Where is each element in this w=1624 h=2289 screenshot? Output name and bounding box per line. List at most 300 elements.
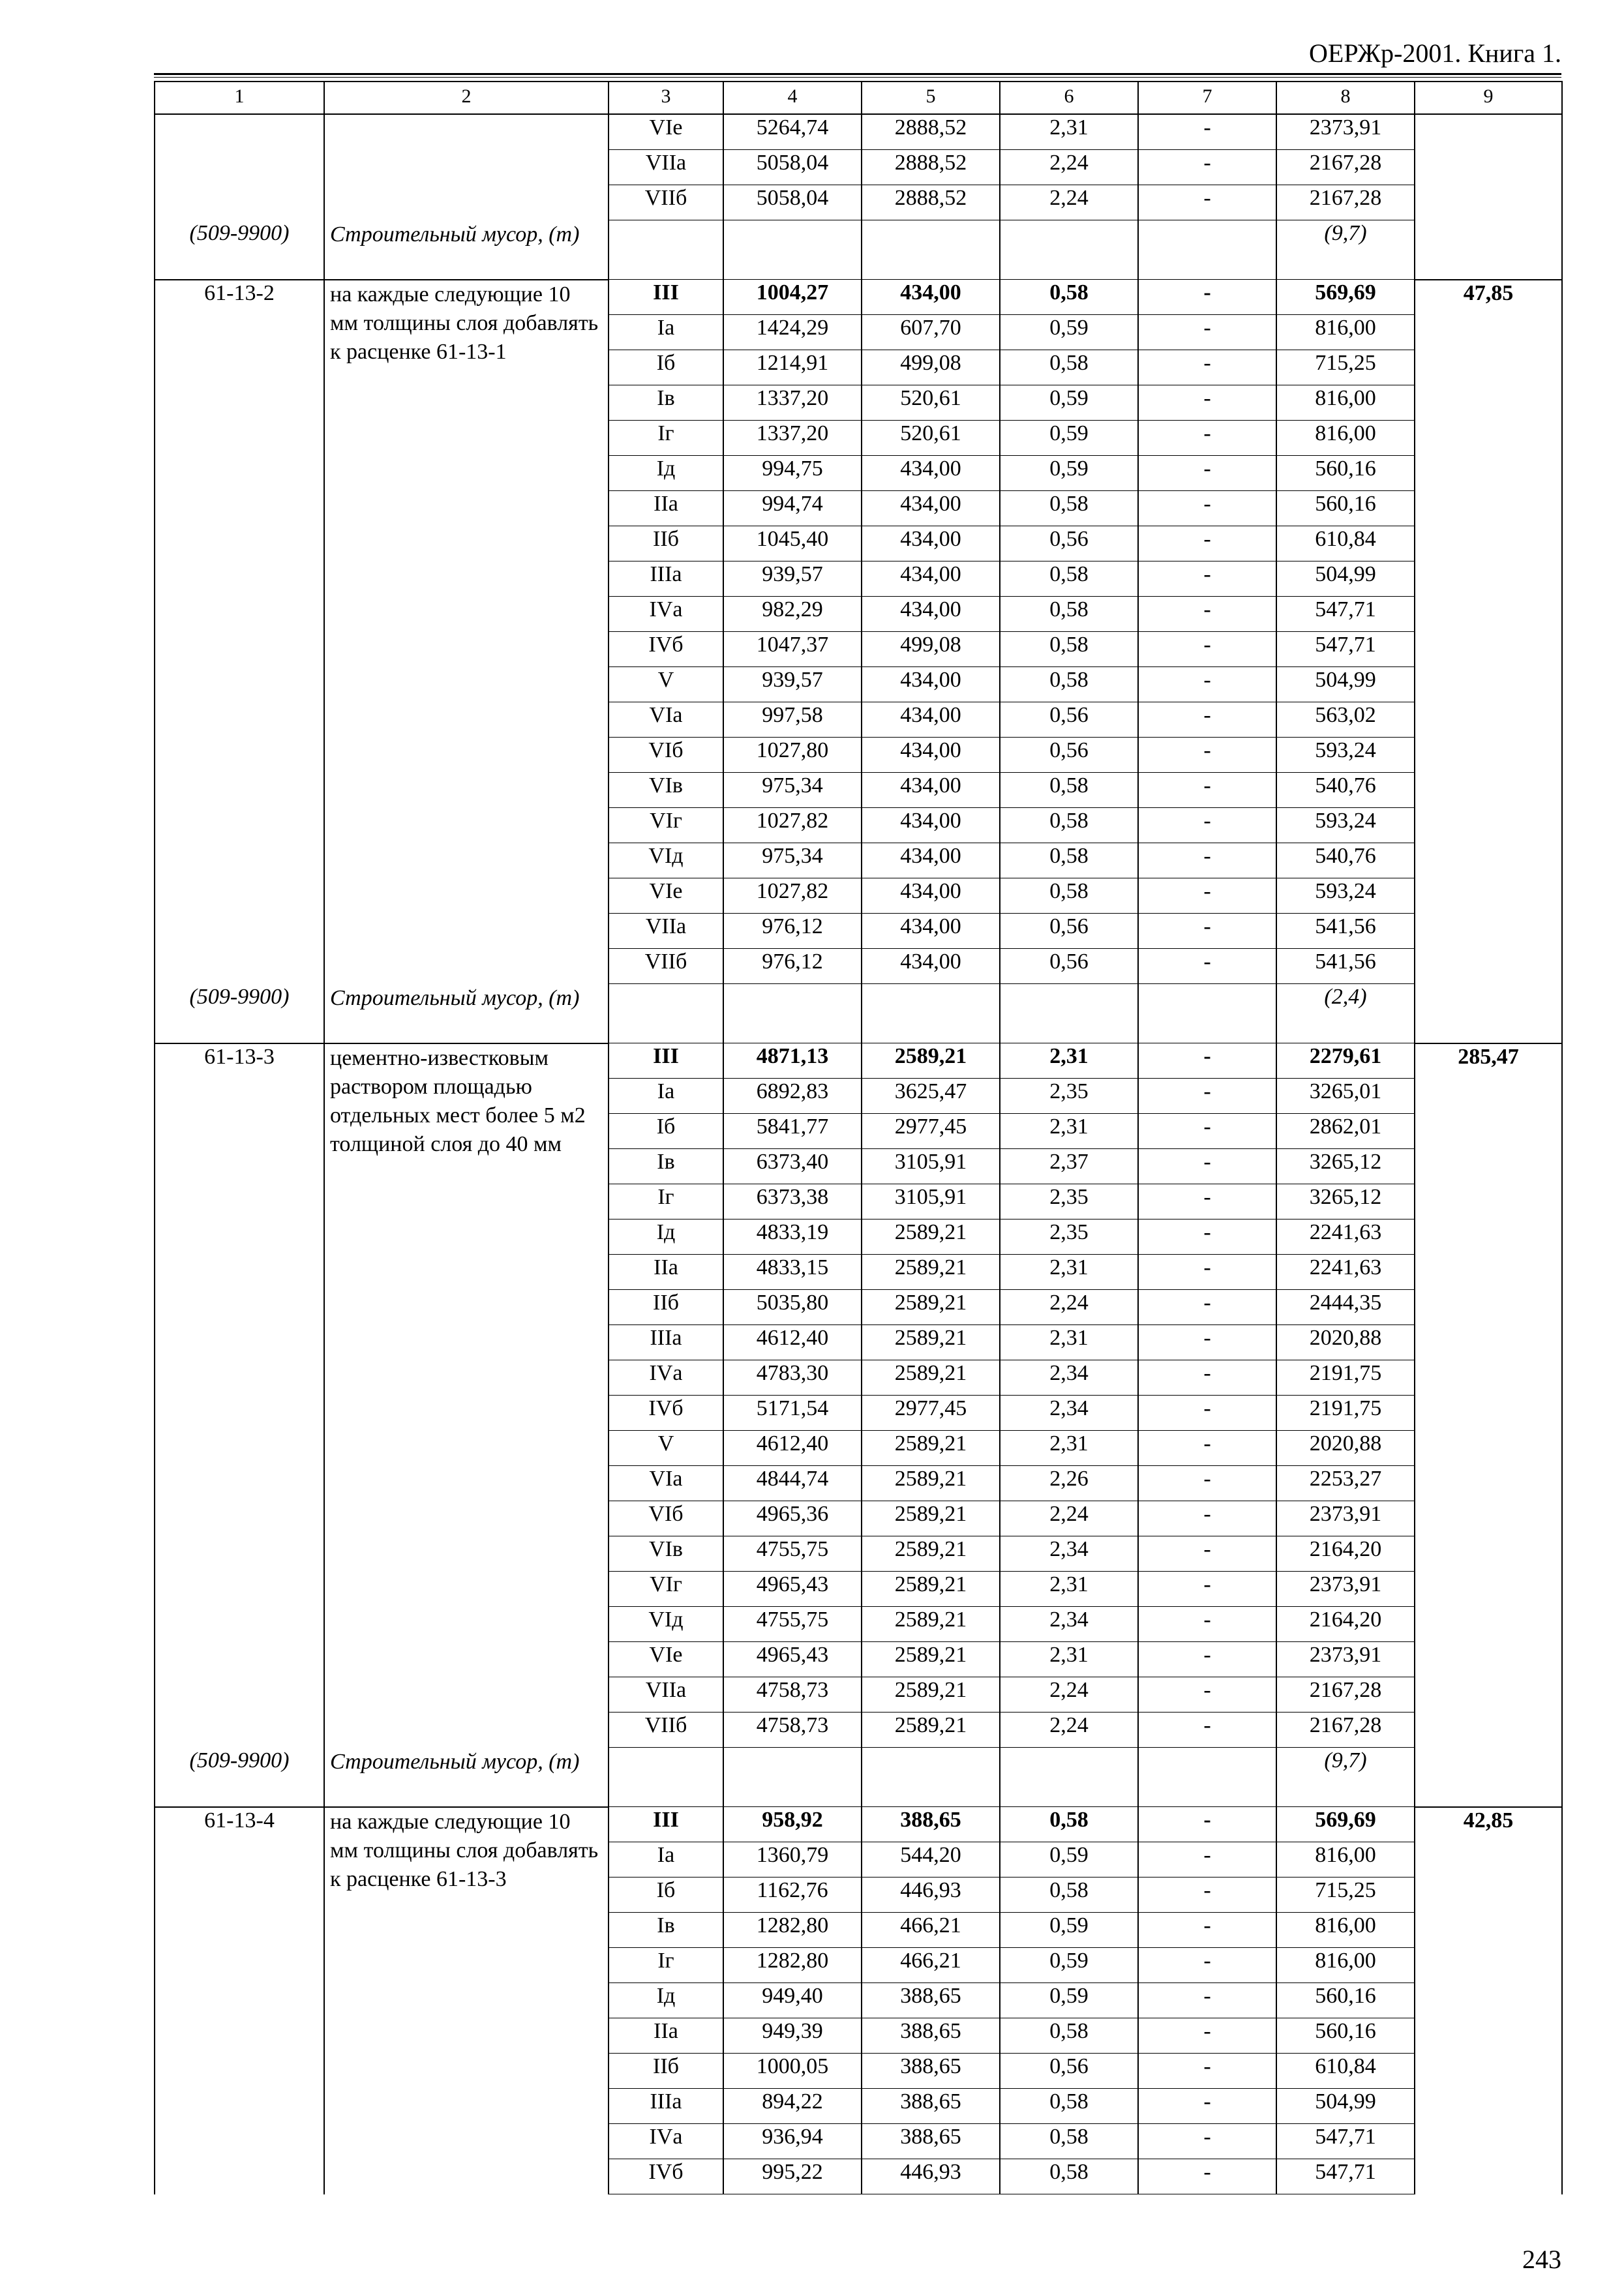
rate-description-cell: цементно-известковым раствором площадью отдельных мест более 5 м2 толщиной слоя до 40 мм [324,1043,609,1748]
machine-cost-cell: 2,24 [1000,185,1138,220]
total-cost-cell: 936,94 [723,2124,862,2159]
machine-cost-cell: 0,58 [1000,2018,1138,2054]
price-table [154,81,1563,2194]
total-cost-cell: 6892,83 [723,1079,862,1114]
materials-cost-cell: 569,69 [1276,1807,1415,1842]
table-body [155,82,1562,2194]
zone-cell: IIб [609,526,723,561]
column-number: 1 [155,82,324,114]
total-cost-cell: 994,75 [723,456,862,491]
zone-cell: Iд [609,456,723,491]
total-cost-cell: 976,12 [723,949,862,984]
zone-cell: VIд [609,843,723,878]
driver-wages-cell: - [1138,1983,1276,2018]
materials-cost-cell: 816,00 [1276,1913,1415,1948]
wages-cell: 388,65 [862,2089,1000,2124]
materials-cost-cell: 593,24 [1276,878,1415,914]
total-cost-cell: 4965,43 [723,1642,862,1677]
zone-cell: VIг [609,1572,723,1607]
materials-cost-cell: 2253,27 [1276,1466,1415,1501]
total-cost-cell: 939,57 [723,561,862,597]
zone-cell: VIб [609,738,723,773]
driver-wages-cell: - [1138,2159,1276,2194]
total-cost-cell: 939,57 [723,667,862,702]
materials-cost-cell: 816,00 [1276,385,1415,421]
driver-wages-cell: - [1138,1607,1276,1642]
total-cost-cell: 1000,05 [723,2054,862,2089]
machine-cost-cell: 2,34 [1000,1607,1138,1642]
total-cost-cell: 4965,43 [723,1572,862,1607]
zone-cell: IIа [609,2018,723,2054]
empty-cell [862,984,1000,1043]
driver-wages-cell: - [1138,2089,1276,2124]
wages-cell: 434,00 [862,949,1000,984]
materials-cost-cell: 816,00 [1276,1948,1415,1983]
total-cost-cell: 1337,20 [723,421,862,456]
total-cost-cell: 1162,76 [723,1878,862,1913]
driver-wages-cell: - [1138,843,1276,878]
machine-cost-cell: 2,34 [1000,1536,1138,1572]
zone-cell: VIе [609,1642,723,1677]
total-cost-cell: 4758,73 [723,1677,862,1713]
zone-cell: IIб [609,1290,723,1325]
total-cost-cell: 975,34 [723,773,862,808]
driver-wages-cell: - [1138,1219,1276,1255]
waste-code-cell: (509-9900) [155,984,324,1043]
driver-wages-cell: - [1138,1396,1276,1431]
machine-cost-cell: 0,56 [1000,914,1138,949]
wages-cell: 2589,21 [862,1501,1000,1536]
driver-wages-cell: - [1138,1466,1276,1501]
column-number: 2 [324,82,609,114]
wages-cell: 2589,21 [862,1290,1000,1325]
machine-cost-cell: 2,24 [1000,150,1138,185]
total-cost-cell: 4871,13 [723,1043,862,1079]
machine-cost-cell: 2,24 [1000,1713,1138,1748]
wages-cell: 434,00 [862,773,1000,808]
wages-cell: 3105,91 [862,1149,1000,1184]
header-rule-thin [154,77,1561,78]
materials-cost-cell: 563,02 [1276,702,1415,738]
labor-cost-cell: 47,85 [1415,280,1562,984]
labor-cost-cell: 285,47 [1415,1043,1562,1748]
zone-cell: Iб [609,350,723,385]
wages-cell: 434,00 [862,526,1000,561]
zone-cell: IVб [609,632,723,667]
total-cost-cell: 5058,04 [723,185,862,220]
total-cost-cell: 1027,82 [723,878,862,914]
wages-cell: 3625,47 [862,1079,1000,1114]
machine-cost-cell: 0,59 [1000,1913,1138,1948]
machine-cost-cell: 0,59 [1000,1983,1138,2018]
zone-cell: VIв [609,773,723,808]
zone-cell: Iд [609,1983,723,2018]
zone-cell: IVа [609,2124,723,2159]
driver-wages-cell: - [1138,949,1276,984]
materials-cost-cell: 541,56 [1276,914,1415,949]
zone-cell: Iд [609,1219,723,1255]
wages-cell: 446,93 [862,1878,1000,1913]
column-number: 8 [1276,82,1415,114]
column-number: 4 [723,82,862,114]
empty-cell [723,984,862,1043]
machine-cost-cell: 2,37 [1000,1149,1138,1184]
driver-wages-cell: - [1138,1677,1276,1713]
machine-cost-cell: 2,24 [1000,1677,1138,1713]
wages-cell: 2977,45 [862,1114,1000,1149]
empty-cell [1415,984,1562,1043]
wages-cell: 446,93 [862,2159,1000,2194]
wages-cell: 388,65 [862,2054,1000,2089]
wages-cell: 3105,91 [862,1184,1000,1219]
total-cost-cell: 997,58 [723,702,862,738]
driver-wages-cell: - [1138,702,1276,738]
materials-cost-cell: 2020,88 [1276,1431,1415,1466]
materials-cost-cell: 540,76 [1276,843,1415,878]
empty-cell [609,984,723,1043]
zone-cell: IIIа [609,561,723,597]
machine-cost-cell: 2,31 [1000,1431,1138,1466]
zone-cell: IVб [609,2159,723,2194]
zone-cell: VIб [609,1501,723,1536]
total-cost-cell: 4783,30 [723,1360,862,1396]
machine-cost-cell: 0,58 [1000,667,1138,702]
total-cost-cell: 975,34 [723,843,862,878]
zone-cell: VIIб [609,949,723,984]
materials-cost-cell: 504,99 [1276,667,1415,702]
materials-cost-cell: 504,99 [1276,2089,1415,2124]
empty-cell [609,220,723,280]
waste-value-cell: (2,4) [1276,984,1415,1043]
machine-cost-cell: 2,34 [1000,1360,1138,1396]
table-row [155,280,1562,315]
total-cost-cell: 5171,54 [723,1396,862,1431]
total-cost-cell: 1282,80 [723,1913,862,1948]
wages-cell: 466,21 [862,1948,1000,1983]
driver-wages-cell: - [1138,2018,1276,2054]
total-cost-cell: 5035,80 [723,1290,862,1325]
empty-cell [1000,1748,1138,1807]
waste-label-cell: Строительный мусор, (т) [324,1748,609,1807]
wages-cell: 2589,21 [862,1536,1000,1572]
machine-cost-cell: 0,56 [1000,526,1138,561]
zone-cell: VIIб [609,1713,723,1748]
driver-wages-cell: - [1138,385,1276,421]
machine-cost-cell: 2,31 [1000,114,1138,150]
labor-cost-cell [1415,114,1562,280]
driver-wages-cell: - [1138,1642,1276,1677]
wages-cell: 434,00 [862,280,1000,315]
materials-cost-cell: 2164,20 [1276,1536,1415,1572]
zone-cell: IIа [609,1255,723,1290]
machine-cost-cell: 2,24 [1000,1290,1138,1325]
wages-cell: 2589,21 [862,1572,1000,1607]
driver-wages-cell: - [1138,1572,1276,1607]
total-cost-cell: 4755,75 [723,1607,862,1642]
wages-cell: 520,61 [862,421,1000,456]
driver-wages-cell: - [1138,114,1276,150]
materials-cost-cell: 816,00 [1276,315,1415,350]
wages-cell: 2589,21 [862,1466,1000,1501]
wages-cell: 607,70 [862,315,1000,350]
driver-wages-cell: - [1138,491,1276,526]
total-cost-cell: 1282,80 [723,1948,862,1983]
driver-wages-cell: - [1138,1878,1276,1913]
zone-cell: IVа [609,597,723,632]
waste-code-cell: (509-9900) [155,1748,324,1807]
zone-cell: IVб [609,1396,723,1431]
driver-wages-cell: - [1138,421,1276,456]
materials-cost-cell: 2241,63 [1276,1255,1415,1290]
materials-cost-cell: 593,24 [1276,738,1415,773]
waste-label-cell: Строительный мусор, (т) [324,984,609,1043]
driver-wages-cell: - [1138,1325,1276,1360]
materials-cost-cell: 560,16 [1276,1983,1415,2018]
materials-cost-cell: 3265,12 [1276,1184,1415,1219]
zone-cell: Iа [609,1079,723,1114]
total-cost-cell: 4612,40 [723,1431,862,1466]
zone-cell: VIа [609,702,723,738]
driver-wages-cell: - [1138,1079,1276,1114]
waste-label-cell: Строительный мусор, (т) [324,220,609,280]
driver-wages-cell: - [1138,1360,1276,1396]
machine-cost-cell: 0,56 [1000,738,1138,773]
zone-cell: III [609,1043,723,1079]
machine-cost-cell: 0,58 [1000,808,1138,843]
wages-cell: 434,00 [862,561,1000,597]
wages-cell: 544,20 [862,1842,1000,1878]
total-cost-cell: 1027,80 [723,738,862,773]
header-rule [154,73,1561,75]
materials-cost-cell: 2167,28 [1276,150,1415,185]
total-cost-cell: 4833,15 [723,1255,862,1290]
machine-cost-cell: 0,58 [1000,350,1138,385]
rate-code-cell: 61-13-4 [155,1807,324,2194]
driver-wages-cell: - [1138,2124,1276,2159]
zone-cell: VIIа [609,150,723,185]
total-cost-cell: 1047,37 [723,632,862,667]
rate-code-cell: 61-13-3 [155,1043,324,1748]
total-cost-cell: 6373,38 [723,1184,862,1219]
table-row [155,1043,1562,1079]
wages-cell: 2589,21 [862,1677,1000,1713]
empty-cell [1415,1748,1562,1807]
materials-cost-cell: 610,84 [1276,526,1415,561]
materials-cost-cell: 816,00 [1276,421,1415,456]
zone-cell: Iа [609,1842,723,1878]
empty-cell [609,1748,723,1807]
driver-wages-cell: - [1138,667,1276,702]
waste-value-cell: (9,7) [1276,1748,1415,1807]
total-cost-cell: 1360,79 [723,1842,862,1878]
page-number: 243 [1522,2245,1561,2274]
materials-cost-cell: 610,84 [1276,2054,1415,2089]
materials-cost-cell: 715,25 [1276,1878,1415,1913]
materials-cost-cell: 2373,91 [1276,1501,1415,1536]
total-cost-cell: 4965,36 [723,1501,862,1536]
wages-cell: 388,65 [862,2018,1000,2054]
materials-cost-cell: 2373,91 [1276,1572,1415,1607]
driver-wages-cell: - [1138,597,1276,632]
driver-wages-cell: - [1138,315,1276,350]
machine-cost-cell: 0,58 [1000,597,1138,632]
driver-wages-cell: - [1138,738,1276,773]
zone-cell: VIа [609,1466,723,1501]
zone-cell: VIв [609,1536,723,1572]
driver-wages-cell: - [1138,561,1276,597]
zone-cell: Iг [609,1948,723,1983]
zone-cell: Iб [609,1114,723,1149]
driver-wages-cell: - [1138,1536,1276,1572]
machine-cost-cell: 2,35 [1000,1079,1138,1114]
column-number: 3 [609,82,723,114]
total-cost-cell: 995,22 [723,2159,862,2194]
materials-cost-cell: 3265,01 [1276,1079,1415,1114]
waste-code-cell: (509-9900) [155,220,324,280]
materials-cost-cell: 2191,75 [1276,1360,1415,1396]
driver-wages-cell: - [1138,1255,1276,1290]
wages-cell: 434,00 [862,456,1000,491]
empty-cell [1138,220,1276,280]
zone-cell: VIIб [609,185,723,220]
wages-cell: 2589,21 [862,1360,1000,1396]
materials-cost-cell: 2020,88 [1276,1325,1415,1360]
wages-cell: 2589,21 [862,1642,1000,1677]
rate-description-cell: на каждые следующие 10 мм толщины слоя добавлять к расценке 61-13-1 [324,280,609,984]
machine-cost-cell: 0,58 [1000,2089,1138,2124]
materials-cost-cell: 2164,20 [1276,1607,1415,1642]
materials-cost-cell: 2167,28 [1276,1677,1415,1713]
column-number: 7 [1138,82,1276,114]
machine-cost-cell: 0,58 [1000,491,1138,526]
total-cost-cell: 958,92 [723,1807,862,1842]
machine-cost-cell: 2,31 [1000,1325,1138,1360]
zone-cell: IIIа [609,1325,723,1360]
machine-cost-cell: 2,31 [1000,1572,1138,1607]
materials-cost-cell: 2444,35 [1276,1290,1415,1325]
machine-cost-cell: 2,35 [1000,1184,1138,1219]
empty-cell [1138,984,1276,1043]
machine-cost-cell: 0,58 [1000,561,1138,597]
document-title: ОЕРЖр-2001. Книга 1. [1309,38,1561,68]
driver-wages-cell: - [1138,808,1276,843]
materials-cost-cell: 2862,01 [1276,1114,1415,1149]
wages-cell: 499,08 [862,350,1000,385]
materials-cost-cell: 547,71 [1276,2124,1415,2159]
waste-row [155,1748,1562,1807]
waste-row [155,984,1562,1043]
zone-cell: VIд [609,1607,723,1642]
materials-cost-cell: 816,00 [1276,1842,1415,1878]
zone-cell: Iб [609,1878,723,1913]
zone-cell: III [609,280,723,315]
materials-cost-cell: 547,71 [1276,632,1415,667]
machine-cost-cell: 0,56 [1000,2054,1138,2089]
materials-cost-cell: 569,69 [1276,280,1415,315]
table-row [155,1807,1562,1842]
waste-value-cell: (9,7) [1276,220,1415,280]
wages-cell: 499,08 [862,632,1000,667]
total-cost-cell: 4758,73 [723,1713,862,1748]
machine-cost-cell: 2,31 [1000,1255,1138,1290]
machine-cost-cell: 0,59 [1000,1948,1138,1983]
machine-cost-cell: 0,58 [1000,843,1138,878]
column-number: 9 [1415,82,1562,114]
total-cost-cell: 4844,74 [723,1466,862,1501]
materials-cost-cell: 2167,28 [1276,1713,1415,1748]
machine-cost-cell: 0,58 [1000,2124,1138,2159]
table-row [155,114,1562,150]
zone-cell: V [609,1431,723,1466]
zone-cell: IIа [609,491,723,526]
machine-cost-cell: 0,58 [1000,1807,1138,1842]
driver-wages-cell: - [1138,1431,1276,1466]
driver-wages-cell: - [1138,1290,1276,1325]
total-cost-cell: 4755,75 [723,1536,862,1572]
wages-cell: 434,00 [862,914,1000,949]
materials-cost-cell: 2191,75 [1276,1396,1415,1431]
zone-cell: Iв [609,1149,723,1184]
materials-cost-cell: 541,56 [1276,949,1415,984]
empty-cell [862,1748,1000,1807]
total-cost-cell: 1027,82 [723,808,862,843]
wages-cell: 388,65 [862,1983,1000,2018]
wages-cell: 2589,21 [862,1219,1000,1255]
materials-cost-cell: 560,16 [1276,2018,1415,2054]
materials-cost-cell: 2373,91 [1276,114,1415,150]
machine-cost-cell: 0,58 [1000,2159,1138,2194]
wages-cell: 434,00 [862,878,1000,914]
driver-wages-cell: - [1138,1913,1276,1948]
machine-cost-cell: 2,24 [1000,1501,1138,1536]
wages-cell: 434,00 [862,738,1000,773]
empty-cell [1000,984,1138,1043]
machine-cost-cell: 2,31 [1000,1642,1138,1677]
total-cost-cell: 1337,20 [723,385,862,421]
driver-wages-cell: - [1138,185,1276,220]
materials-cost-cell: 547,71 [1276,597,1415,632]
empty-cell [723,1748,862,1807]
driver-wages-cell: - [1138,1501,1276,1536]
total-cost-cell: 4833,19 [723,1219,862,1255]
materials-cost-cell: 560,16 [1276,491,1415,526]
rate-code-cell [155,114,324,220]
driver-wages-cell: - [1138,878,1276,914]
zone-cell: Iв [609,385,723,421]
wages-cell: 2888,52 [862,185,1000,220]
driver-wages-cell: - [1138,914,1276,949]
column-number-row [155,82,1562,114]
empty-cell [862,220,1000,280]
zone-cell: VIг [609,808,723,843]
zone-cell: III [609,1807,723,1842]
total-cost-cell: 4612,40 [723,1325,862,1360]
total-cost-cell: 976,12 [723,914,862,949]
driver-wages-cell: - [1138,2054,1276,2089]
total-cost-cell: 1214,91 [723,350,862,385]
machine-cost-cell: 0,56 [1000,949,1138,984]
machine-cost-cell: 0,59 [1000,1842,1138,1878]
wages-cell: 2888,52 [862,114,1000,150]
driver-wages-cell: - [1138,632,1276,667]
machine-cost-cell: 2,34 [1000,1396,1138,1431]
materials-cost-cell: 540,76 [1276,773,1415,808]
column-number: 6 [1000,82,1138,114]
zone-cell: VIе [609,878,723,914]
driver-wages-cell: - [1138,150,1276,185]
zone-cell: Iг [609,1184,723,1219]
wages-cell: 2589,21 [862,1255,1000,1290]
